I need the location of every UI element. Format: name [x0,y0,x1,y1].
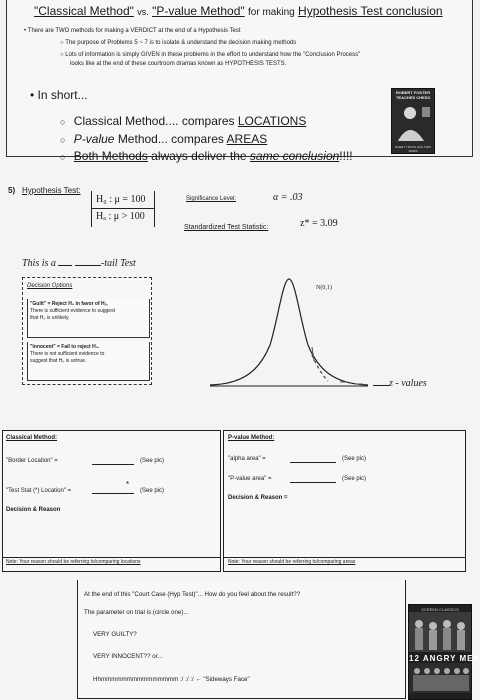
poster-top-caption: SCREEN CLASSICS [421,607,459,612]
poster-crowd-icon [409,663,471,693]
option-sideways-face[interactable]: Hhmmmmmmmmmmmmmmm :/ :/ :/ ← "Sideways Face" [93,676,250,683]
tail-blank-2[interactable] [75,256,101,266]
classical-decision-area[interactable] [6,518,211,550]
title-vs: vs. [137,7,149,17]
guilty-line-2: There is sufficient evidence to suggest [30,308,115,314]
axis-dash [373,379,389,386]
intro-bullet-3b: looks like at the end of these courtroom dramas known as HYPOTHESIS TESTS. [70,61,287,67]
bell-curve [210,279,368,385]
see-pic-1: (See pic) [140,458,165,464]
poster-title: ROBERT FOSTER TEACHES CHESS [395,90,431,100]
bullet-dot: • [30,88,38,102]
in-short-item-2: ○ P-value Method... compares AREAS [60,132,268,146]
classical-method-box [2,430,221,572]
pvalue-method-box [223,430,466,572]
guilty-line-3: that H₀ is unlikely. [30,315,70,321]
pvalue-area-blank[interactable] [290,482,336,483]
alpha-area-blank[interactable] [290,462,336,463]
star-mark: * [126,480,130,489]
pvalue-note-line [223,557,466,558]
option-very-innocent[interactable]: VERY INNOCENT?? or... [93,653,163,660]
guilty-box [27,299,150,338]
poster-title-12-angry-men: 12 ANGRY MEN [409,654,480,663]
court-case-question: At the end of this "Court Case (Hyp Test)"... How do you feel about the result?? [84,591,301,598]
test-stat-blank[interactable] [92,493,134,494]
see-pic-2: (See pic) [140,488,165,494]
poster-jury-icon [409,612,471,652]
test-stat-label: "Test Stat (*) Location" = [6,488,72,494]
pvalue-title: P-value Method: [228,435,275,441]
curve-label: N(0,1) [316,285,332,291]
pvalue-see-pic-2: (See pic) [342,476,367,482]
classical-title: Classical Method: [6,435,58,441]
poster-figure-icon [392,101,434,145]
problem-number: 5) [8,186,16,195]
title-pvalue: "P-value Method" [152,4,245,18]
movie-poster-bottom [408,604,480,700]
intro-bullet-1: • There are TWO methods for making a VERDICT at the end of a Hypothesis Test [24,28,241,34]
innocent-line-3: suggest that H₀ is untrue. [30,358,87,364]
circle-bullet: ○ [60,117,71,127]
circle-bullet: ○ [60,52,66,58]
pvalue-area-label: "P-value area" = [228,476,272,482]
border-location-label: "Border Location" = [6,458,58,464]
z-values-label: z - values [373,378,427,389]
pvalue-decision-area[interactable] [228,506,458,550]
test-statistic-label: Standardized Test Statistic: [184,224,269,231]
title-classical: "Classical Method" [34,4,134,18]
intro-bullet-2: ○ The purpose of Problems 5 ~ 7 is to isolate & understand the decision making methods [60,40,297,46]
innocent-line-2: There is not sufficient evidence to [30,351,105,357]
classical-note: Note: Your reason should be referring to/comparing locations [6,559,141,565]
pvalue-note: Note: Your reason should be referring to/comparing areas [228,559,356,565]
in-short-heading: • In short... [30,88,88,102]
alpha-value: α = .03 [273,192,303,203]
title-for-making: for making [248,7,295,18]
pvalue-see-pic-1: (See pic) [342,456,367,462]
page-title [34,4,443,18]
alpha-area-label: "alpha area" = [228,456,266,462]
decision-options-title: Decision Options [27,283,73,289]
tail-shading [312,355,328,381]
significance-label: Significance Level: [186,196,237,202]
intro-bullet-3: ○ Lots of information is simply GIVEN in these problems in the effort to understand how the "Conclusion Process" [60,52,361,58]
tail-blank[interactable] [58,256,72,266]
classical-note-line [2,557,221,558]
in-short-item-3: ○ Both Methods always deliver the same conclusion!!!! [60,149,353,163]
poster-caption: EVERY TRUTH HAS TWO SIDES [395,145,431,153]
pvalue-decision-label: Decision & Reason = [228,495,288,501]
in-short-item-1: ○ Classical Method.... compares LOCATIONS [60,114,307,128]
hypothesis-test-label: Hypothesis Test: [22,186,81,195]
bullet-dot: • [24,28,28,34]
border-location-blank[interactable] [92,464,134,465]
innocent-line-1: "Innocent" = Fail to reject H₀. [30,344,100,350]
z-star-value: z* = 3.09 [300,218,338,229]
innocent-box [27,342,150,381]
option-very-guilty[interactable]: VERY GUILTY? [93,631,137,638]
circle-bullet: ○ [60,152,71,162]
circle-bullet: ○ [60,135,71,145]
hypothesis-box [91,191,155,227]
classical-decision-label: Decision & Reason [6,507,61,513]
normal-curve [190,255,420,395]
title-hyp: Hypothesis Test conclusion [298,4,443,18]
movie-poster-top [391,88,435,154]
null-hypothesis: H₀ : μ = 100 [92,191,154,209]
alt-hypothesis: Hₐ : μ > 100 [96,211,145,222]
parameter-prompt: The parameter on trial is (circle one)... [84,609,189,616]
circle-bullet: ○ [60,40,66,46]
tail-test-line: This is a -tail Test [22,258,136,269]
guilty-line-1: "Guilt" = Reject H₀ in favor of Hₐ. [30,301,108,307]
